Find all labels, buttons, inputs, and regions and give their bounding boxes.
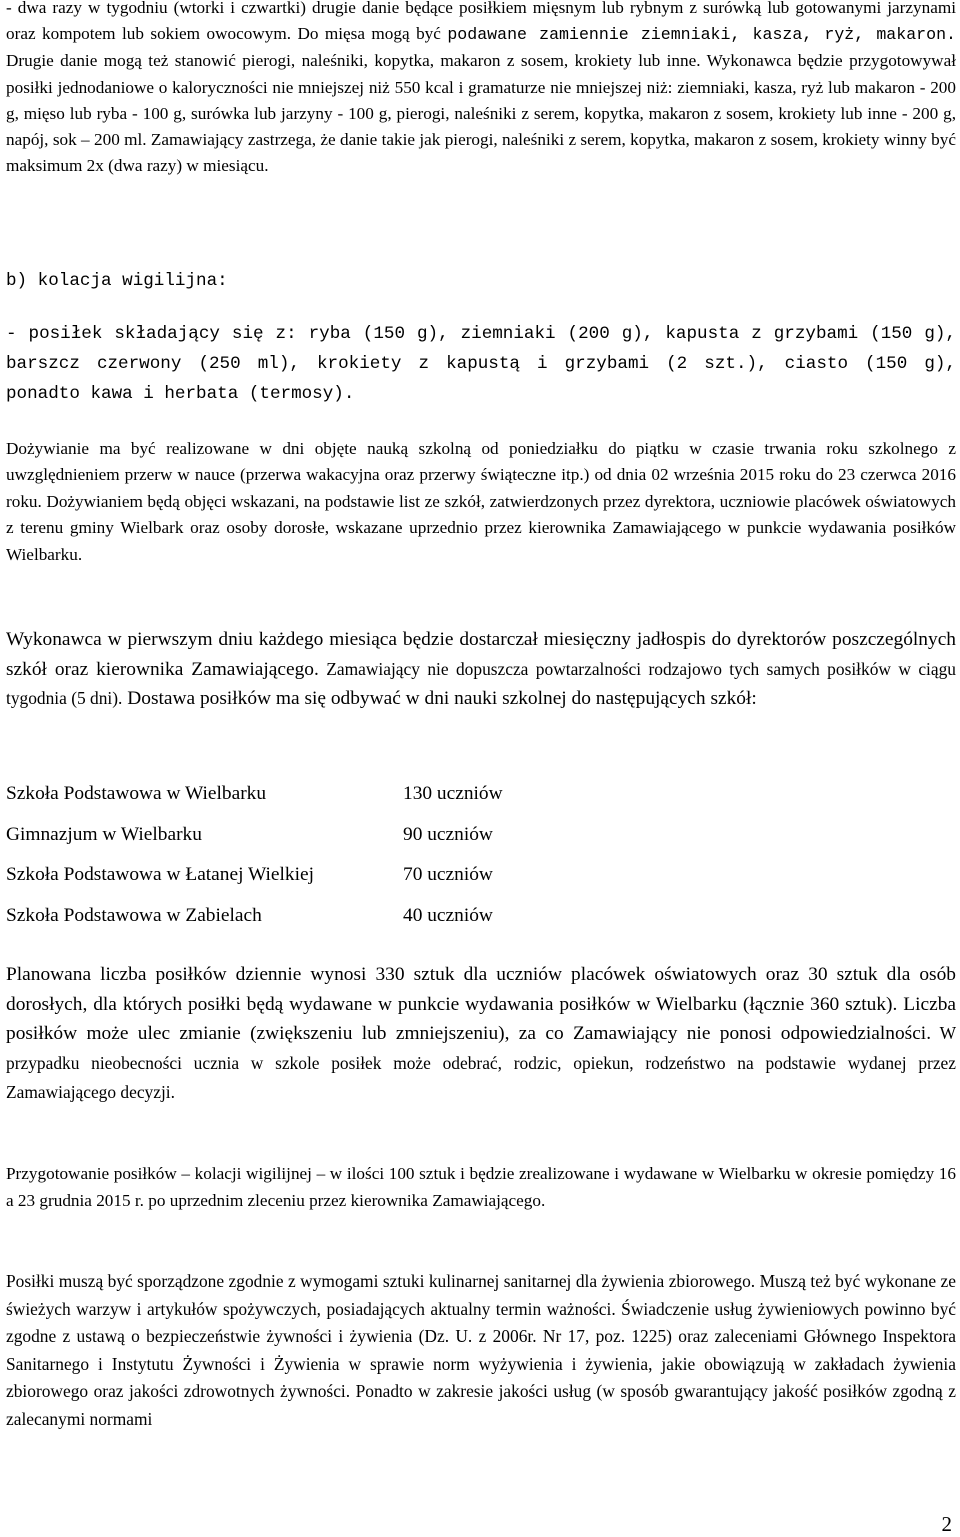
school-name: Szkoła Podstawowa w Zabielach [6,904,262,926]
page-number: 2 [941,1512,952,1536]
student-count: 70 uczniów [403,864,493,886]
text-segment: Zamawiający nie dopuszcza powtarzalności rodzajowo tych samych posiłków w ciągu tygodnia (5 dni). [6,658,956,709]
heading-kolacja-wigilijna: b) kolacja wigilijna: [6,271,228,291]
text-segment: Dostawa posiłków ma się odbywać w dni nauki szkolnej do następujących szkół: [122,688,757,710]
school-name: Szkoła Podstawowa w Wielbarku [6,783,267,805]
text-segment: Drugie danie mogą też stanowić pierogi, naleśniki, kopytka, makaron z sosem, krokiety lub inne. [6,51,701,71]
list-item [6,896,606,937]
text-segment: Planowana liczba posiłków dziennie wynosi 330 sztuk dla uczniów placówek oświatowych oraz 30 sztuk dla osób dorosłych, dla których posiłki będą wydawane w punkcie wydawania posiłków w Wielbarku (łącznie 360 sztuk). Liczba posiłków może ulec zmianie (zwiększeniu lub zmniejszeniu), za co Zamawiający nie ponosi odpowiedzialności. [6,964,956,1045]
text-segment: W przypadku nieobecności ucznia w szkole posiłek może odebrać, rodzic, opiekun, rodzeństwo na podstawie wydanej przez Zamawiającego decyzji. [6,1023,956,1103]
student-count: 40 uczniów [403,904,493,926]
paragraph-przygotowanie: Przygotowanie posiłków – kolacji wigilijnej – w ilości 100 sztuk i będzie zrealizowane i wydawane w Wielbarku w okresie pomiędzy 16 a 23 grudnia 2015 r. po uprzednim zleceniu przez kierownika Zamawiającego. [6,1164,956,1211]
list-item [6,815,606,856]
text-segment: Wykonawca w pierwszym dniu każdego miesiąca będzie dostarczał miesięczny jadłospis do dyrektorów poszczególnych szkół oraz kierownika Zamawiającego. [6,629,956,680]
paragraph-wymogi-posilkow: Posiłki muszą być sporządzone zgodnie z wymogami sztuki kulinarnej sanitarnej dla żywienia zbiorowego. Muszą też być wykonane ze świeżych warzyw i artykułów spożywczych, posiadających aktualny termin ważności. Świadczenie usług żywieniowych powinno być zgodne z ustawą o bezpieczeństwie żywności i żywienia (Dz. U. z 2006r. Nr 17, poz. 1225) oraz zaleceniami Głównego Inspektora Sanitarnego i Instytutu Żywności i Żywienia w sprawie norm wyżywienia i żywienia, jakie obowiązują w zakładach żywienia zbiorowego oraz jakości zdrowotnych żywności. Ponadto w zakresie jakości usług (w sposób gwarantujący jakość posiłków zgodną z zalecanymi normami [6,1271,956,1429]
list-item [6,855,606,896]
list-item [6,774,606,815]
text-segment: - dwa razy w tygodniu (wtorki i czwartki) drugie danie będące posiłkiem mięsnym lub rybnym z surówką lub gotowanymi jarzynami oraz kompotem lub sokiem owocowym. Do mięsa mogą być [6,0,956,44]
schools-list [6,774,606,936]
school-name: Szkoła Podstawowa w Łatanej Wielkiej [6,864,314,886]
paragraph-kolacja-details: - posiłek składający się z: ryba (150 g), ziemniaki (200 g), kapusta z grzybami (150 g), barszcz czerwony (250 ml), krokiety z kapustą i grzybami (2 szt.), ciasto (150 g), ponadto kawa i herbata (termosy). [6,324,956,404]
student-count: 90 uczniów [403,823,493,845]
text-segment: Wykonawca będzie przygotowywał posiłki jednodaniowe o kaloryczności nie mniejszej niż 550 kcal i gramaturze nie mniejszej niż: ziemniaki, kasza, ryż lub makaron - 200 g, mięso lub ryba - 100 g, surówka lub jarzyny - 100 g, pierogi, naleśniki z serem, kopytka, makaron z sosem, krokiety lub inne - 200 g, napój, sok – 200 ml. Zamawiający zastrzega, że danie takie jak pierogi, naleśniki z serem, kopytka, makaron z sosem, krokiety winny być maksimum 2x (dwa razy) w miesiącu. [6,51,956,176]
school-name: Gimnazjum w Wielbarku [6,823,202,845]
student-count: 130 uczniów [403,783,503,805]
paragraph-dozywianie: Dożywianie ma być realizowane w dni objęte nauką szkolną od poniedziałku do piątku w czasie trwania roku szkolnego z uwzględnieniem przerw w nauce (przerwa wakacyjna oraz przerwy świąteczne itp.) od dnia 02 września 2015 roku do 23 czerwca 2016 roku. Dożywianiem będą objęci wskazani, na podstawie list ze szkół, zatwierdzonych przez dyrektora, uczniowie placówek oświatowych z terenu gminy Wielbark oraz osoby dorosłe, wskazane uprzednio przez kierownika Zamawiającego w punkcie wydawania posiłków Wielbarku. [6,439,956,564]
paragraph-menu-details [6,0,956,179]
text-segment: podawane zamiennie ziemniaki, kasza, ryż, makaron. [447,25,956,45]
paragraph-planowana-liczba [6,960,956,1108]
paragraph-wykonawca [6,625,956,714]
